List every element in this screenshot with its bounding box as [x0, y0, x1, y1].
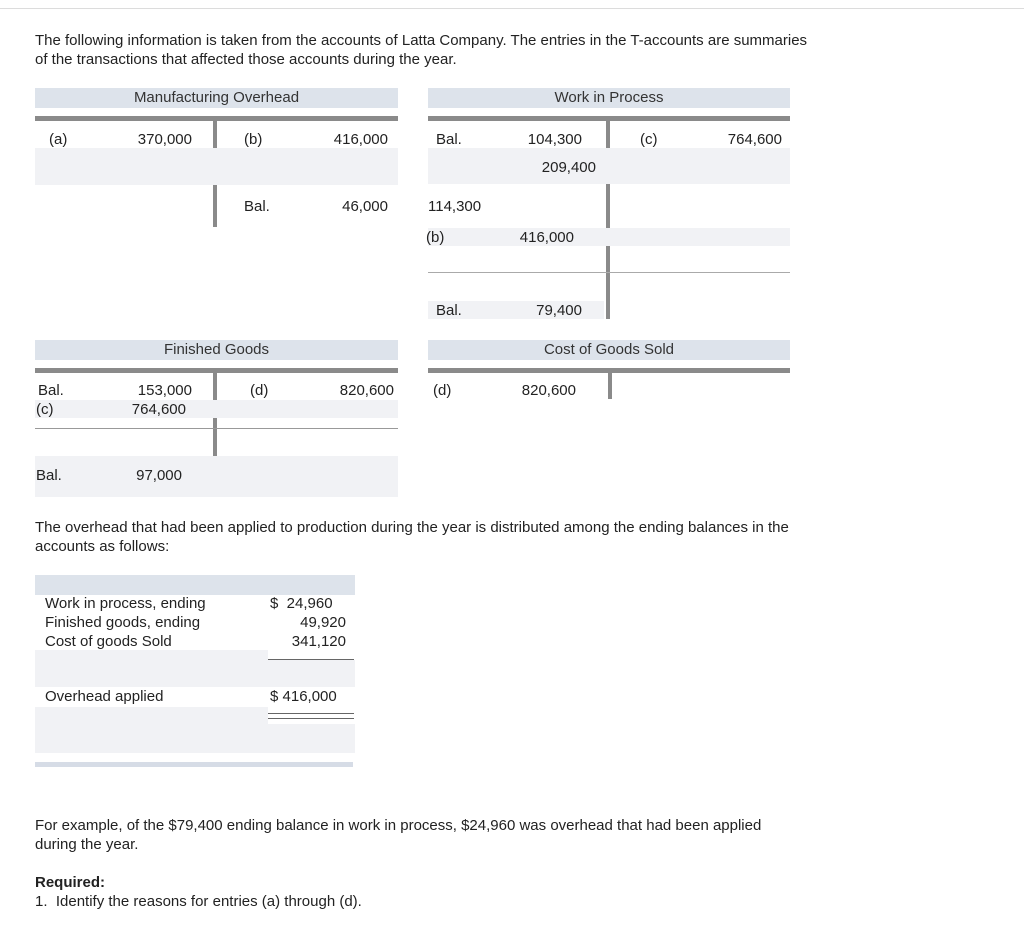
wip-debit-amount: 114,300 — [428, 198, 482, 215]
wip-shaded-row — [428, 228, 790, 246]
fg-debit-value: 764,600 — [131, 401, 186, 418]
wip-debit-label: Bal. — [436, 131, 462, 148]
mo-balance-value: 46,000 — [342, 198, 388, 215]
fg-rule — [35, 428, 398, 429]
mo-balance-label: Bal. — [244, 198, 270, 215]
distribution-row-value: 49,920 — [300, 614, 346, 631]
wip-debit-value: 209,400 — [541, 159, 596, 176]
wip-debit-label: (b) — [426, 229, 445, 246]
distribution-row-label: Cost of goods Sold — [45, 633, 172, 650]
distribution-shaded-row — [268, 660, 355, 687]
wip-shaded-row — [428, 148, 790, 184]
distribution-bottom-rule — [35, 762, 353, 767]
cogs-title: Cost of Goods Sold — [428, 340, 790, 360]
distribution-header — [35, 575, 355, 595]
overhead-applied-label: Overhead applied — [45, 688, 164, 705]
cogs-debit-value: 820,600 — [521, 382, 576, 399]
total-double-rule — [268, 718, 354, 719]
fg-debit-value: 153,000 — [137, 382, 192, 399]
cogs-divider — [608, 368, 612, 399]
cogs-debit-label: (d) — [433, 382, 452, 399]
distribution-row-value: $ 24,960 — [270, 595, 333, 612]
fg-title: Finished Goods — [35, 340, 398, 360]
fg-debit-label: Bal. — [38, 382, 64, 399]
wip-balance-value: 79,400 — [536, 302, 582, 319]
distribution-text: The overhead that had been applied to production during the year is distributed among the ending balances in the accounts as follows: — [35, 519, 789, 555]
wip-debit-value: 104,300 — [527, 131, 582, 148]
distribution-shaded-row — [35, 707, 268, 753]
wip-debit-value: 416,000 — [519, 229, 574, 246]
mo-credit-value: 416,000 — [333, 131, 388, 148]
top-divider — [0, 8, 1024, 9]
fg-shaded-row — [35, 400, 398, 418]
fg-debit-label: (c) — [36, 401, 54, 418]
mo-debit-value: 370,000 — [137, 131, 192, 148]
wip-title: Work in Process — [428, 88, 790, 108]
distribution-shaded-row — [35, 650, 268, 687]
fg-credit-value: 820,600 — [339, 382, 394, 399]
fg-balance-label: Bal. — [36, 467, 62, 484]
distribution-row-value: 341,120 — [291, 633, 346, 650]
wip-credit-value: 764,600 — [727, 131, 782, 148]
fg-balance-value: 97,000 — [136, 467, 182, 484]
wip-balance-label: Bal. — [436, 302, 462, 319]
fg-credit-label: (d) — [250, 382, 269, 399]
wip-rule — [428, 272, 790, 273]
total-double-rule — [268, 713, 354, 714]
overhead-applied-value: $ 416,000 — [270, 688, 337, 705]
mo-debit-label: (a) — [49, 131, 68, 148]
distribution-shaded-row — [268, 724, 355, 753]
fg-shaded-row — [35, 456, 398, 497]
wip-divider — [606, 116, 610, 319]
mo-title: Manufacturing Overhead — [35, 88, 398, 108]
required-heading: Required: — [35, 874, 106, 891]
distribution-row-label: Finished goods, ending — [45, 614, 201, 631]
intro-text: The following information is taken from the accounts of Latta Company. The entries in the T-accounts are summaries of the transactions that affected those accounts during the year. — [35, 32, 808, 68]
required-item: 1. Identify the reasons for entries (a) through (d). — [35, 893, 362, 910]
example-text: For example, of the $79,400 ending balance in work in process, $24,960 was overhead that had been applied during the year. — [35, 817, 762, 853]
wip-credit-label: (c) — [640, 131, 658, 148]
distribution-row-label: Work in process, ending — [45, 595, 206, 612]
mo-credit-label: (b) — [244, 131, 263, 148]
mo-shaded-row — [35, 148, 398, 185]
